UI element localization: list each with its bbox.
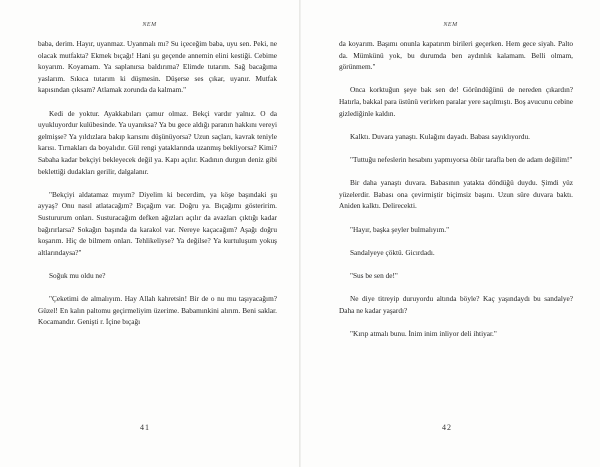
paragraph: "Hayır, başka şeyler bulmalıyım." — [350, 224, 450, 234]
page-body — [38, 38, 277, 328]
paragraph: "Çeketimi de almalıyım. Hay Allah kahretsin! Bir de o nu mu taşıyacağım? Güzel! En kalın paltomu geçirmeliyim üzerime. Babamınkini alırım. Beni saklar. Kocamandır. Genişti r. İçine bıçağı — [38, 294, 277, 327]
page-number: 41 — [140, 423, 150, 432]
page-number: 42 — [442, 423, 452, 432]
paragraph: Soğuk mu oldu ne? — [49, 270, 106, 280]
paragraph: Kalktı. Duvara yanaştı. Kulağını dayadı. Babası sayıklıyordu. — [350, 131, 530, 141]
page-body — [339, 38, 573, 339]
running-head: NEM — [142, 22, 157, 28]
paragraph: Onca korktuğun şeye bak sen de! Göründüğünü de nereden çıkardın? Hatırla, bakkal para üstünü verirken paralar yere saçılmıştı. Boş avucunu cebine gizlediğinle kaldın. — [339, 85, 573, 118]
paragraph: "Bekçiyi aldatamaz mıyım? Diyelim ki becerdim, ya köşe başındaki şu ayyaş? Onu nasıl atlatacağım? Bıçağım var. Doğru ya. Bıçağımı gösteririm. Sustururum onları. Susturacağım defken ağızları açılır da avazları çıktığı kadar bağırırlarsa? Sokağın başında da karakol var. Nereye kaçacağım? Aşağı doğru koşarım. Hiç de bilmem onları. Tehlikeliyse? Ya değilse? Ya kurtuluşum yokuş altlarındaysa?" — [38, 189, 277, 257]
paragraph: Kedi de yoktur. Ayakkabıları çamur olmaz. Bekçi vardır yalnız. O da uyukluyordur kulübesinde. Ya uyanıksa? Ya bu gece aldığı paranın hakkını vereyi gelmişse? Ya yıldızlara bakıp karısını düşünüyorsa? Uzun saçları, kavrak teniyle karısı. Tırnakları da boyalıdır. Gül rengi yataklarında uzanmış bekliyorsa? Kimi? Sabaha kadar bekçiyi bekleyecek değil ya. Kapı açılır. Kadının durgun deniz gibi beklettiği dudakları gerilir, dalgalanır. — [38, 108, 277, 176]
paragraph: "Sus be sen de!" — [350, 270, 398, 280]
paragraph: Ne diye titreyip duruyordu altında böyle? Kaç yaşındaydı bu sandalye? Daha ne kadar yaşardı? — [339, 294, 573, 315]
paragraph: "Tuttuğu nefeslerin hesabını yapmıyorsa öbür tarafla ben de adam değilim!" — [350, 154, 573, 164]
paragraph: Bir daha yanaştı duvara. Babasının yatakta döndüğü duydu. Şimdi yüz yüzelerdir. Babası ona çevirmiştir biçimsiz başını. Uzun süre duvara baktı. Aniden kalktı. Delirecekti. — [339, 178, 573, 211]
paragraph: baba, derim. Hayır, uyanmaz. Uyanmalı mı? Su içeceğim baba, uyu sen. Peki, ne olacak mutfakta? Ekmek bıçağı! Hani şu geçende annemin elini kestiği. Cebime koyarım. Koyamam. Ya saplanırsa baldırıma? Elimde tutarım. Sağ bacağıma yaslarım. Sıkıca tutarım ki düşmesin. Düşerse ses çıkar, uyanır. Mutfak kapısından çıksam? Atlamak zorunda da kalmam." — [38, 39, 277, 95]
right-page — [301, 0, 600, 467]
paragraph: da koyarım. Başımı onunla kapatırım birileri geçerken. Hem gece siyah. Palto da. Mümkünü yok, bu durumda ben aydınlık kalamam. Belli olmam, görünmem." — [339, 39, 573, 72]
paragraph: "Kırıp atmalı bunu. İnim inim inliyor deli ihtiyar." — [350, 328, 497, 338]
running-head: NEM — [443, 22, 458, 28]
paragraph: Sandalyeye çöktü. Gicırdadı. — [350, 247, 435, 257]
left-page — [0, 0, 299, 467]
